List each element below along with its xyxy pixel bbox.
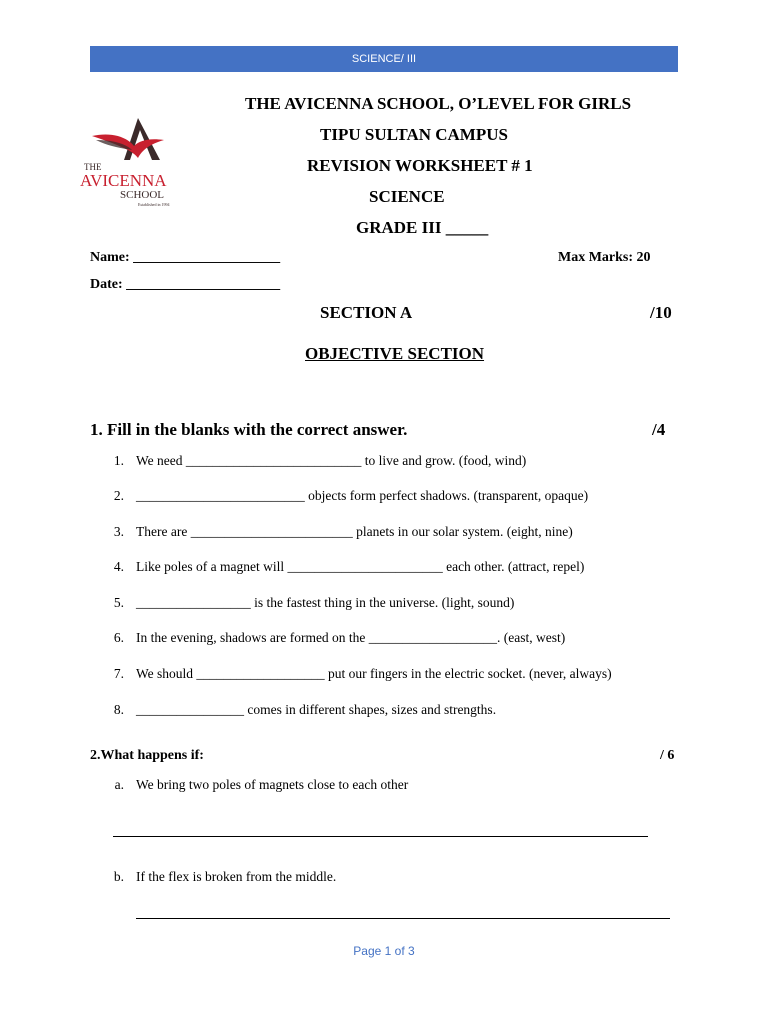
- logo-text-school: SCHOOL: [120, 189, 165, 201]
- q1-item-num: 6.: [113, 630, 124, 645]
- q1-item-text: _________________ is the fastest thing in the universe. (light, sound): [136, 595, 515, 610]
- q2-item-text: If the flex is broken from the middle.: [136, 869, 337, 884]
- q1-item-text: _________________________ objects form perfect shadows. (transparent, opaque): [136, 488, 589, 503]
- q1-item-num: 5.: [113, 595, 124, 610]
- q2-marks: / 6: [660, 748, 675, 763]
- header-bar-text: SCIENCE/ III: [351, 53, 417, 65]
- logo-text-avicenna: AVICENNA: [80, 171, 167, 190]
- page-footer: Page 1 of 3: [353, 944, 415, 958]
- q1-item-text: ________________ comes in different shapes, sizes and strengths.: [136, 702, 497, 717]
- answer-line-b[interactable]: [136, 918, 670, 919]
- logo-text-the: THE: [84, 162, 102, 172]
- section-marks: /10: [650, 303, 672, 322]
- q1-marks: /4: [652, 420, 666, 439]
- school-logo: [80, 110, 192, 210]
- section-label: SECTION A: [320, 303, 413, 322]
- title-school: THE AVICENNA SCHOOL, O’LEVEL FOR GIRLS: [245, 94, 632, 113]
- q1-item-text: There are ________________________ planets in our solar system. (eight, nine): [136, 524, 573, 539]
- q1-item-text: We need __________________________ to live and grow. (food, wind): [136, 453, 527, 468]
- answer-line-a[interactable]: [113, 836, 648, 837]
- date-field: Date: ______________________: [90, 277, 281, 292]
- title-campus: TIPU SULTAN CAMPUS: [320, 125, 508, 144]
- header-bar: [90, 46, 678, 72]
- name-field: Name: _____________________: [90, 250, 281, 265]
- q1-item-num: 7.: [113, 666, 124, 681]
- q2-item-num: b.: [113, 869, 124, 884]
- title-subject: SCIENCE: [369, 187, 445, 206]
- q1-item-num: 1.: [113, 453, 124, 468]
- title-grade: GRADE III _____: [356, 218, 489, 237]
- q1-item-num: 8.: [113, 702, 124, 717]
- q1-item-num: 2.: [113, 488, 124, 503]
- q1-heading: 1. Fill in the blanks with the correct answer.: [90, 420, 408, 439]
- section-subtitle: OBJECTIVE SECTION: [305, 344, 485, 363]
- q1-item-text: In the evening, shadows are formed on the ___________________. (east, west): [136, 630, 566, 645]
- q1-item-num: 4.: [113, 559, 124, 574]
- q1-item-num: 3.: [113, 524, 124, 539]
- max-marks: Max Marks: 20: [558, 250, 651, 265]
- q1-item-text: We should ___________________ put our fingers in the electric socket. (never, always): [136, 666, 612, 681]
- q2-item-text: We bring two poles of magnets close to each other: [136, 777, 409, 792]
- title-worksheet: REVISION WORKSHEET # 1: [307, 156, 533, 175]
- q1-item-text: Like poles of a magnet will _______________________ each other. (attract, repel): [136, 559, 585, 574]
- logo-text-established: Established in 1994: [138, 202, 170, 207]
- q2-item-num: a.: [114, 777, 124, 792]
- q2-heading: 2.What happens if:: [90, 748, 204, 763]
- logo-emblem: [80, 110, 192, 210]
